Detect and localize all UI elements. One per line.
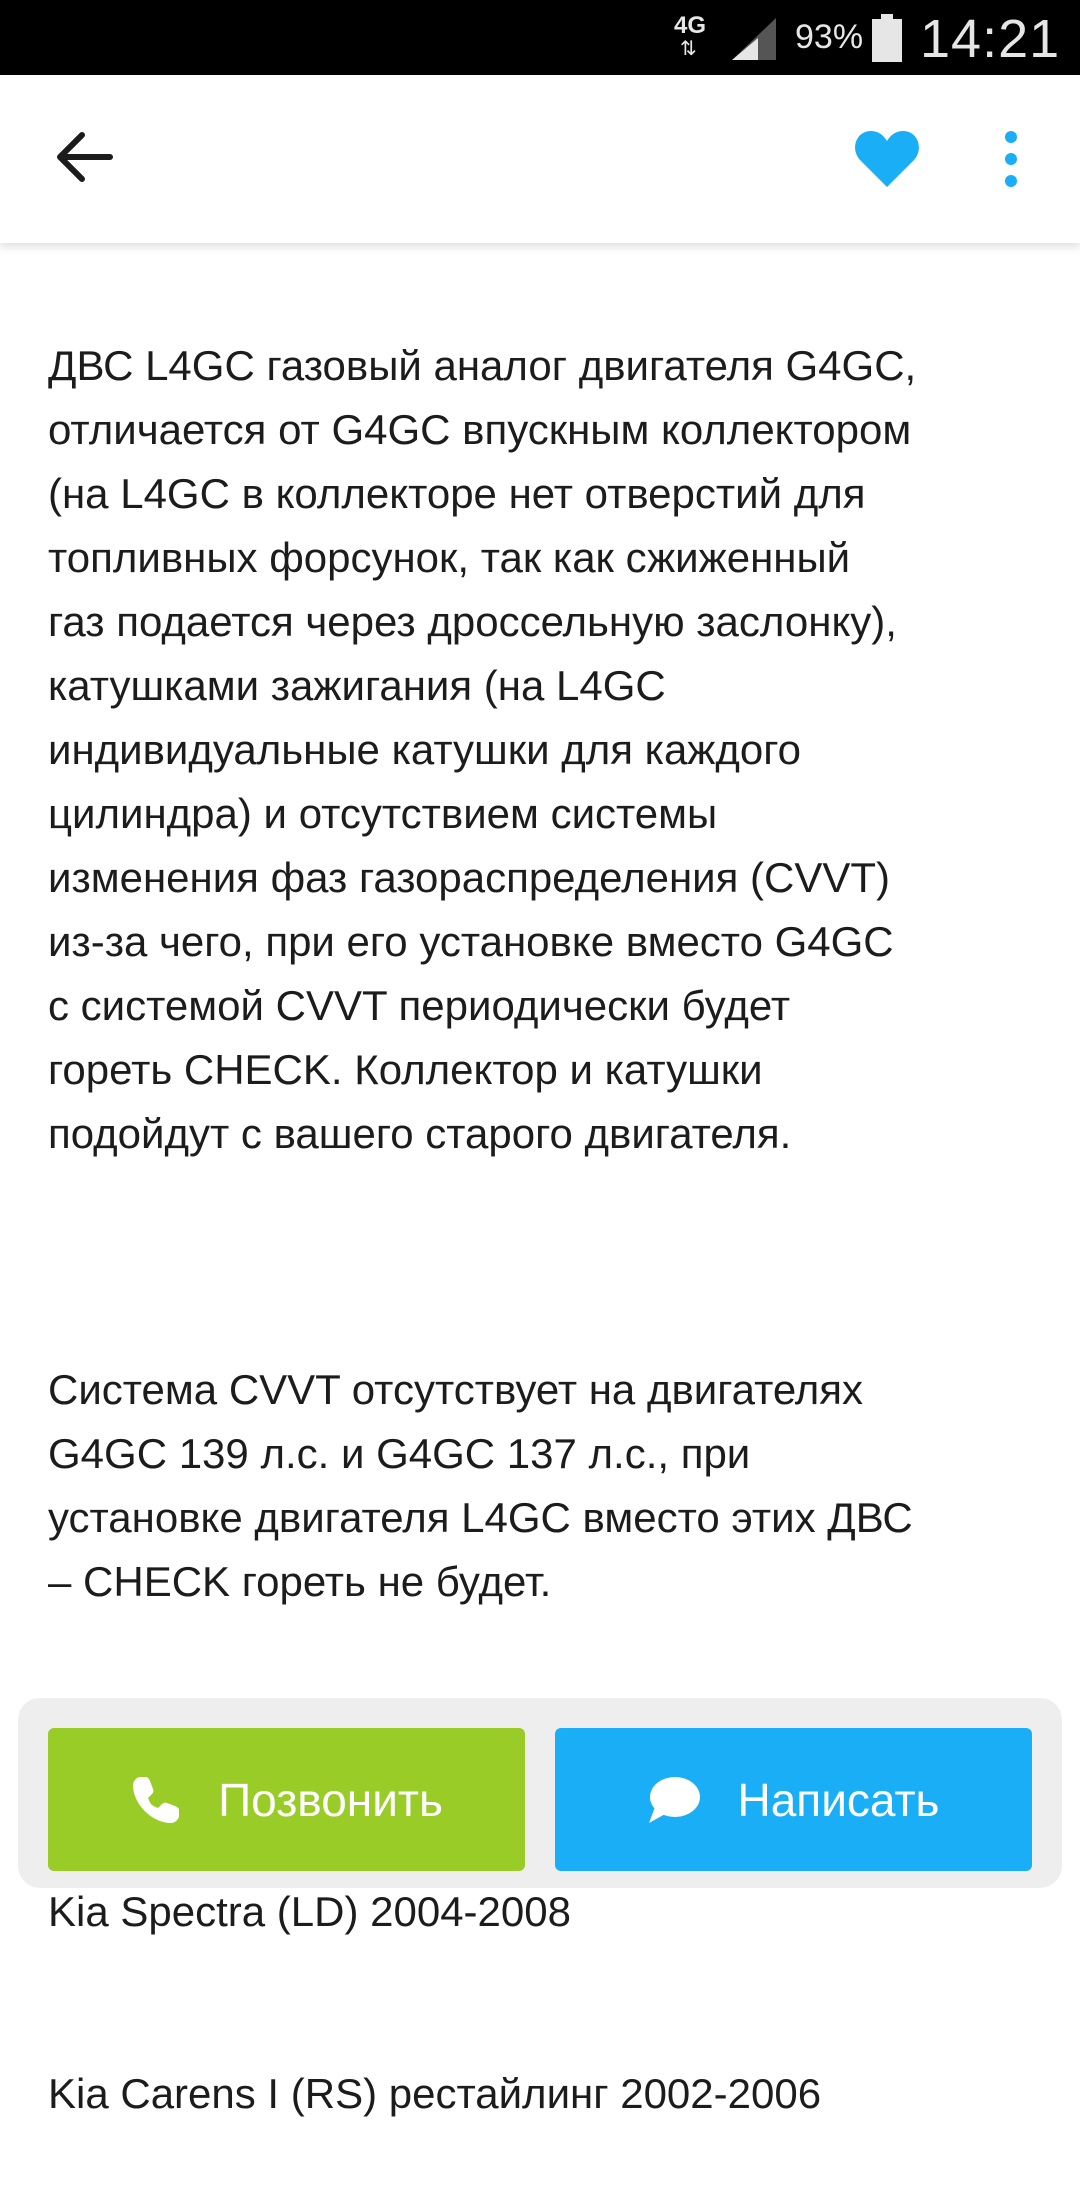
chat-bubble-icon [647,1775,701,1825]
network-type: 4G [674,12,707,39]
write-button-label: Написать [737,1773,940,1826]
call-button-label: Позвонить [218,1773,443,1826]
applicability-item: Kia Carens I (RS) рестайлинг 2002-2006 [48,2070,822,2117]
signal-icon [728,14,780,62]
applicability-item-partial: Kia Spectra (LD) 2004-2008 [48,1888,571,1935]
data-arrows-icon: ⇅ [680,38,697,60]
app-bar [0,75,1080,243]
favorite-button[interactable] [852,127,922,191]
write-button[interactable] [555,1728,1032,1871]
status-bar [0,0,1080,75]
back-button[interactable] [48,127,120,187]
paragraph-engine-description: ДВС L4GC газовый аналог двигателя G4GC, отличается от G4GC впускным коллектором (на L4GC в коллекторе нет отверстий для топливных форсунок, так как сжиженный газ подается через дроссельную заслонку), катушками зажигания (на L4GC индивидуальные катушки для каждого цилиндра) и отсутствием системы изменения фаз газораспределения (CVVT) из-за чего, при его установке вместо G4GC с системой CVVT периодически будет гореть CHECK. Коллектор и катушки подойдут с вашего старого двигателя. [48,342,917,1157]
more-vertical-icon [996,127,1026,191]
clock: 14:21 [920,9,1061,69]
heart-icon [852,127,922,191]
battery-icon [872,14,902,62]
contact-actions-panel [18,1698,1062,1888]
paragraph-cvvt-note: Система CVVT отсутствует на двигателях G4GC 139 л.с. и G4GC 137 л.с., при установке двигателя L4GC вместо этих ДВС – CHECK гореть не будет. [48,1366,913,1605]
network-indicator [674,12,714,62]
arrow-left-icon [48,127,120,187]
battery-percent: 93% [795,18,864,56]
more-options-button[interactable] [996,127,1026,191]
call-button[interactable] [48,1728,525,1871]
phone-icon [130,1774,182,1826]
